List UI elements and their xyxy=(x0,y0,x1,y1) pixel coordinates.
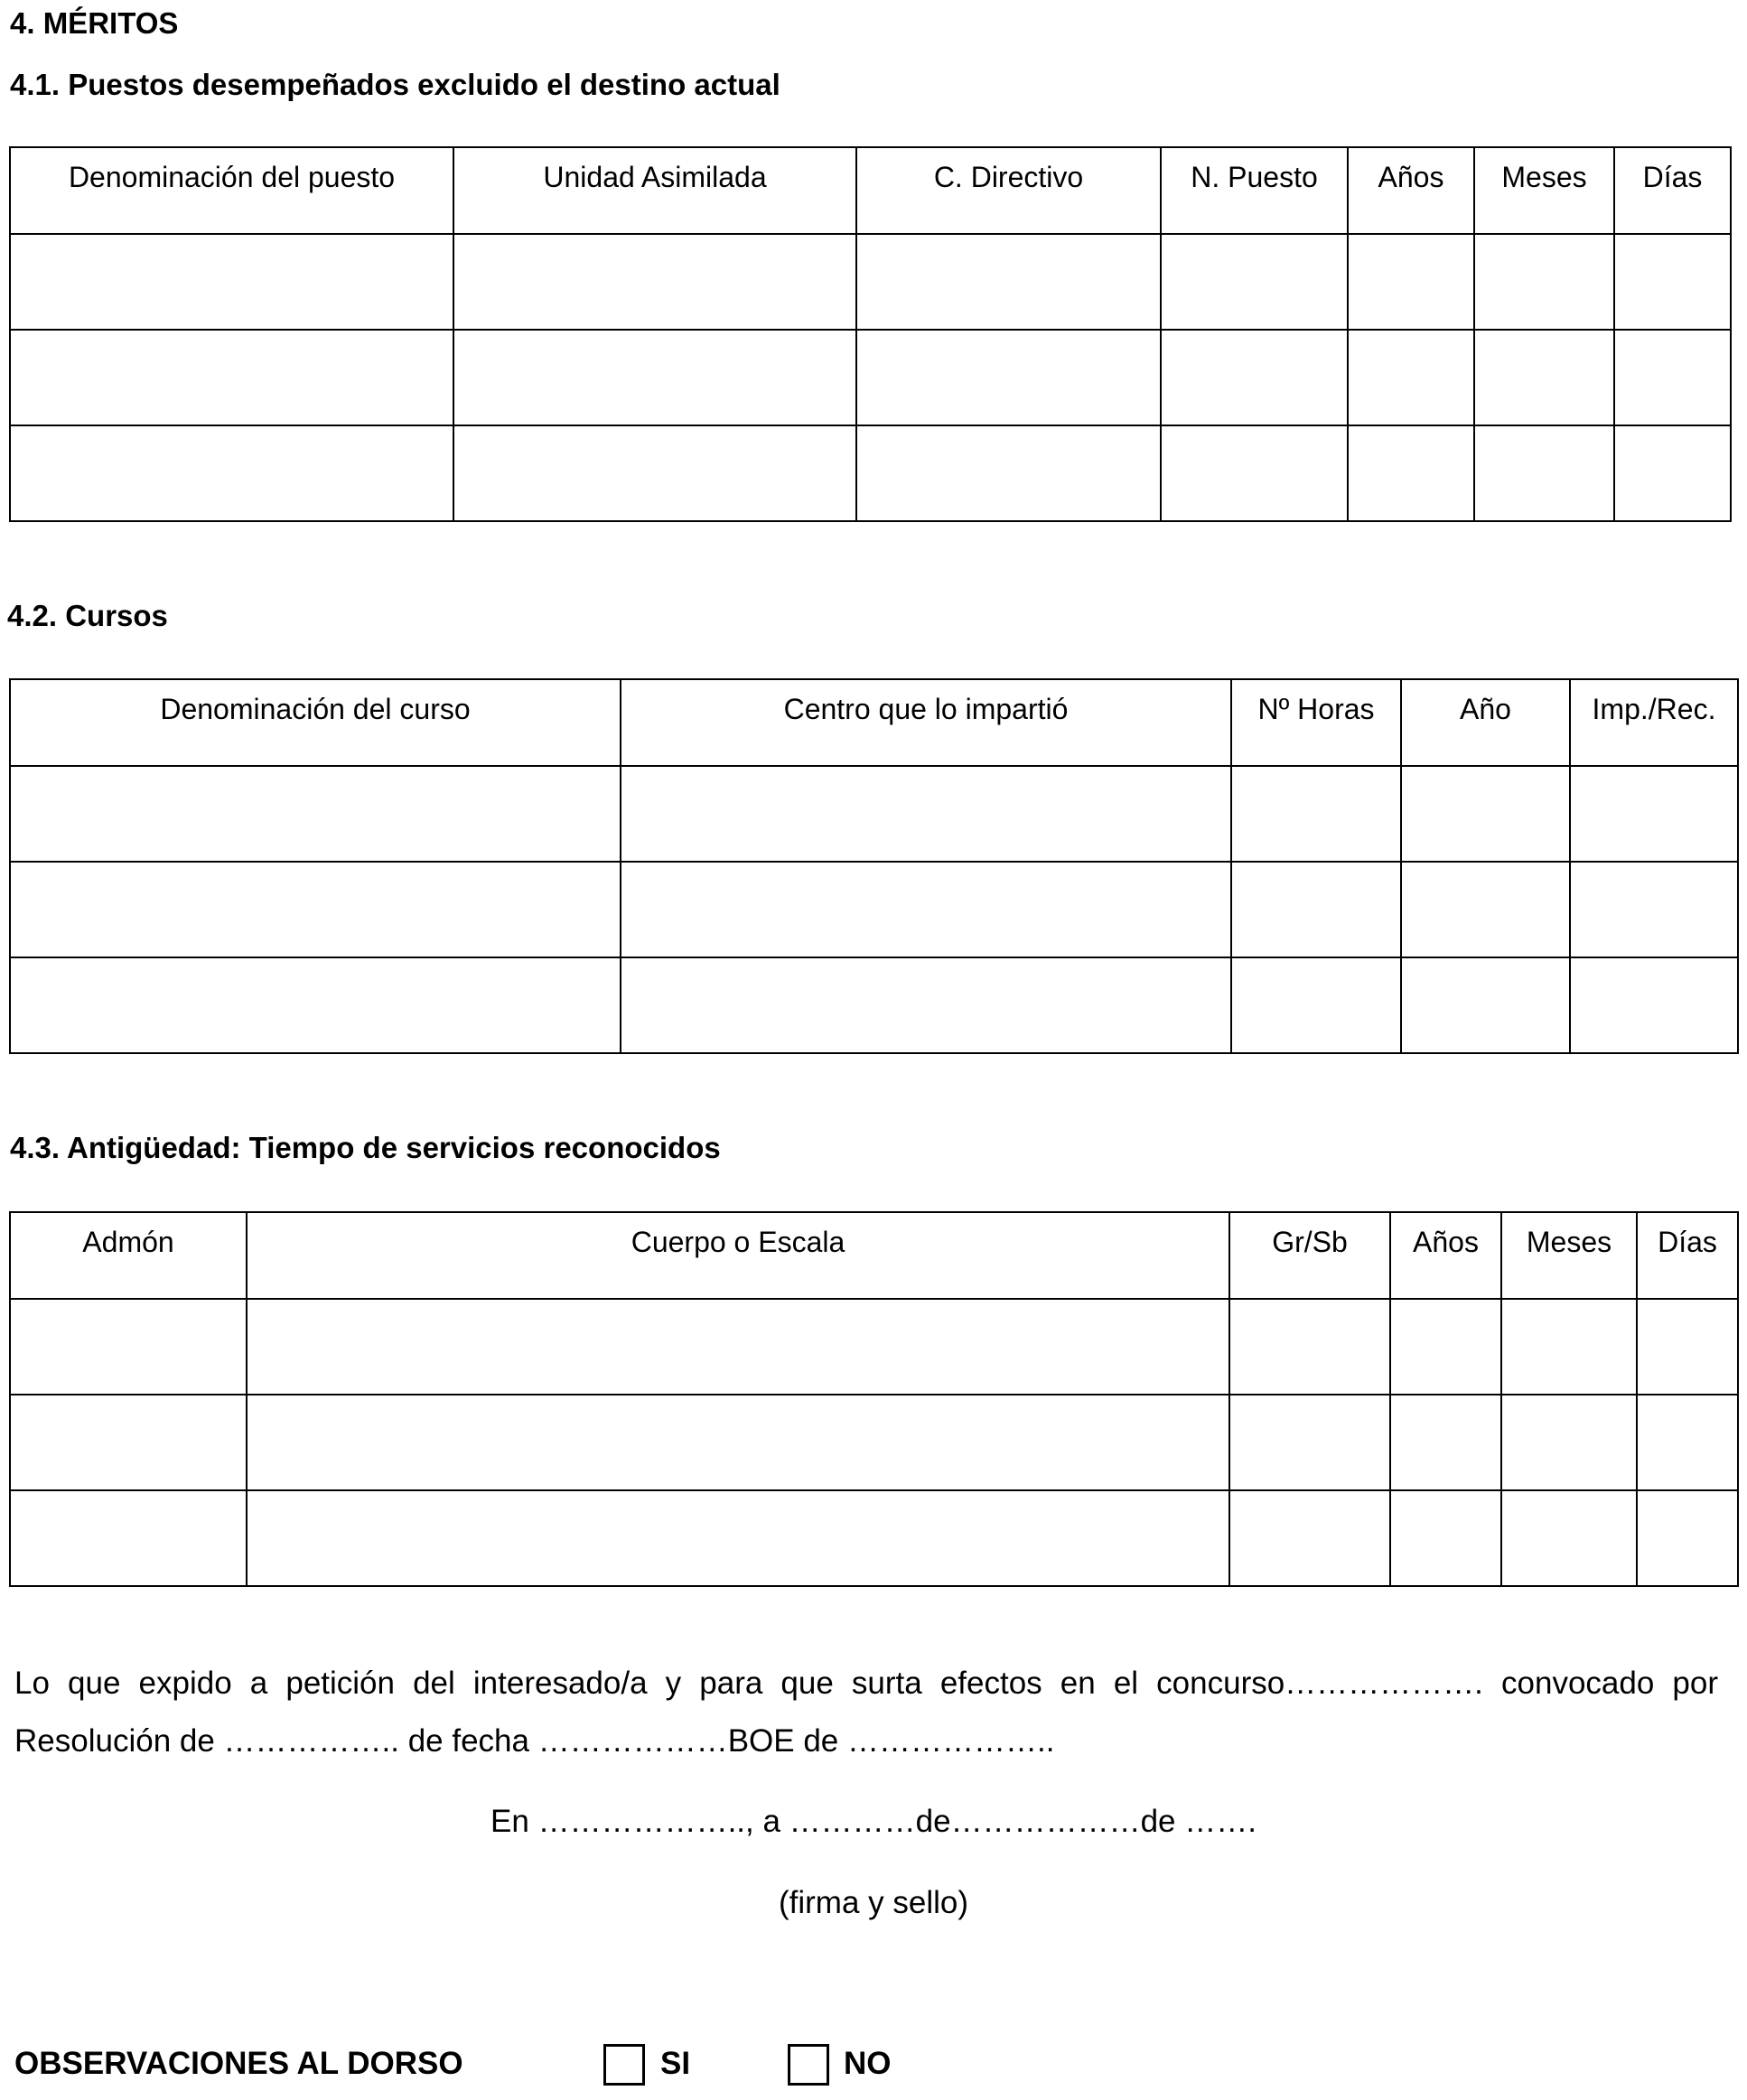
table-cell[interactable] xyxy=(1401,957,1570,1053)
table-cell[interactable] xyxy=(453,234,856,330)
certification-paragraph: Lo que expido a petición del interesado/a y para que surta efectos en el concurso………………. convocado por Resolución de …………….. de fecha ………………BOE de ……………….. xyxy=(14,1666,1718,1759)
observations-yes-checkbox[interactable] xyxy=(603,2044,645,2086)
table-header-row xyxy=(10,147,1731,234)
table-cell[interactable] xyxy=(247,1299,1229,1395)
table-cell[interactable] xyxy=(10,862,621,957)
col-header: Nº Horas xyxy=(1231,679,1401,766)
table-header-row xyxy=(10,679,1738,766)
table-cell[interactable] xyxy=(1570,957,1738,1053)
place-date-line: En ……………….., a …………de………………de ……. xyxy=(490,1804,1257,1839)
table-cell[interactable] xyxy=(1231,957,1401,1053)
col-header: Admón xyxy=(10,1212,247,1299)
table-row xyxy=(10,425,1731,521)
table-cell[interactable] xyxy=(453,330,856,425)
table-cell[interactable] xyxy=(621,766,1231,862)
table-row xyxy=(10,234,1731,330)
table-cell[interactable] xyxy=(856,234,1161,330)
table-cell[interactable] xyxy=(1474,425,1614,521)
col-header: Cuerpo o Escala xyxy=(247,1212,1229,1299)
table-cell[interactable] xyxy=(856,330,1161,425)
subsection-title-4-2: 4.2. Cursos xyxy=(7,599,168,632)
table-cell[interactable] xyxy=(621,957,1231,1053)
col-header: Denominación del puesto xyxy=(10,147,453,234)
table-row xyxy=(10,1299,1738,1395)
table-cell[interactable] xyxy=(1401,862,1570,957)
table-cell[interactable] xyxy=(1390,1299,1501,1395)
table-row xyxy=(10,862,1738,957)
table-cell[interactable] xyxy=(1501,1299,1637,1395)
table-cell[interactable] xyxy=(1501,1395,1637,1490)
table-cell[interactable] xyxy=(1637,1299,1738,1395)
table-row xyxy=(10,1395,1738,1490)
table-cell[interactable] xyxy=(10,425,453,521)
col-header: Imp./Rec. xyxy=(1570,679,1738,766)
table-header-row xyxy=(10,1212,1738,1299)
table-cell[interactable] xyxy=(1231,862,1401,957)
table-cell[interactable] xyxy=(10,1299,247,1395)
table-row xyxy=(10,957,1738,1053)
table-cell[interactable] xyxy=(247,1490,1229,1586)
table-cell[interactable] xyxy=(1614,234,1731,330)
observations-no-checkbox[interactable] xyxy=(788,2044,829,2086)
table-cell[interactable] xyxy=(1570,766,1738,862)
col-header: Año xyxy=(1401,679,1570,766)
table-cell[interactable] xyxy=(1161,425,1348,521)
table-cell[interactable] xyxy=(10,234,453,330)
col-header: Días xyxy=(1637,1212,1738,1299)
col-header: Meses xyxy=(1474,147,1614,234)
table-row xyxy=(10,330,1731,425)
table-cell[interactable] xyxy=(1229,1395,1390,1490)
table-cell[interactable] xyxy=(247,1395,1229,1490)
col-header: N. Puesto xyxy=(1161,147,1348,234)
table-cell[interactable] xyxy=(10,766,621,862)
col-header: Denominación del curso xyxy=(10,679,621,766)
table-cell[interactable] xyxy=(10,330,453,425)
col-header: Meses xyxy=(1501,1212,1637,1299)
table-row xyxy=(10,766,1738,862)
table-cell[interactable] xyxy=(856,425,1161,521)
subsection-title-4-1: 4.1. Puestos desempeñados excluido el destino actual xyxy=(10,68,780,101)
table-cell[interactable] xyxy=(1348,330,1474,425)
table-positions xyxy=(9,146,1732,522)
table-cell[interactable] xyxy=(1348,425,1474,521)
table-cell[interactable] xyxy=(1401,766,1570,862)
table-cell[interactable] xyxy=(1614,425,1731,521)
table-cell[interactable] xyxy=(1501,1490,1637,1586)
table-cell[interactable] xyxy=(10,957,621,1053)
col-header: Días xyxy=(1614,147,1731,234)
table-cell[interactable] xyxy=(1229,1299,1390,1395)
col-header: Unidad Asimilada xyxy=(453,147,856,234)
observations-yes-label: SI xyxy=(660,2046,691,2081)
col-header: C. Directivo xyxy=(856,147,1161,234)
table-cell[interactable] xyxy=(1161,234,1348,330)
observations-no-label: NO xyxy=(844,2046,892,2081)
table-seniority xyxy=(9,1211,1739,1587)
table-cell[interactable] xyxy=(1474,234,1614,330)
table-cell[interactable] xyxy=(1614,330,1731,425)
table-courses xyxy=(9,678,1739,1054)
table-cell[interactable] xyxy=(1348,234,1474,330)
table-cell[interactable] xyxy=(1474,330,1614,425)
subsection-title-4-3: 4.3. Antigüedad: Tiempo de servicios reconocidos xyxy=(10,1131,721,1164)
observations-label: OBSERVACIONES AL DORSO xyxy=(14,2046,463,2081)
signature-label: (firma y sello) xyxy=(778,1885,969,1920)
table-cell[interactable] xyxy=(1229,1490,1390,1586)
table-cell[interactable] xyxy=(621,862,1231,957)
table-cell[interactable] xyxy=(1637,1395,1738,1490)
table-cell[interactable] xyxy=(1390,1395,1501,1490)
table-row xyxy=(10,1490,1738,1586)
col-header: Centro que lo impartió xyxy=(621,679,1231,766)
table-cell[interactable] xyxy=(10,1490,247,1586)
section-title: 4. MÉRITOS xyxy=(10,6,179,40)
table-cell[interactable] xyxy=(1570,862,1738,957)
table-cell[interactable] xyxy=(1390,1490,1501,1586)
table-cell[interactable] xyxy=(1637,1490,1738,1586)
col-header: Años xyxy=(1390,1212,1501,1299)
col-header: Años xyxy=(1348,147,1474,234)
col-header: Gr/Sb xyxy=(1229,1212,1390,1299)
table-cell[interactable] xyxy=(453,425,856,521)
table-cell[interactable] xyxy=(10,1395,247,1490)
table-cell[interactable] xyxy=(1161,330,1348,425)
table-cell[interactable] xyxy=(1231,766,1401,862)
